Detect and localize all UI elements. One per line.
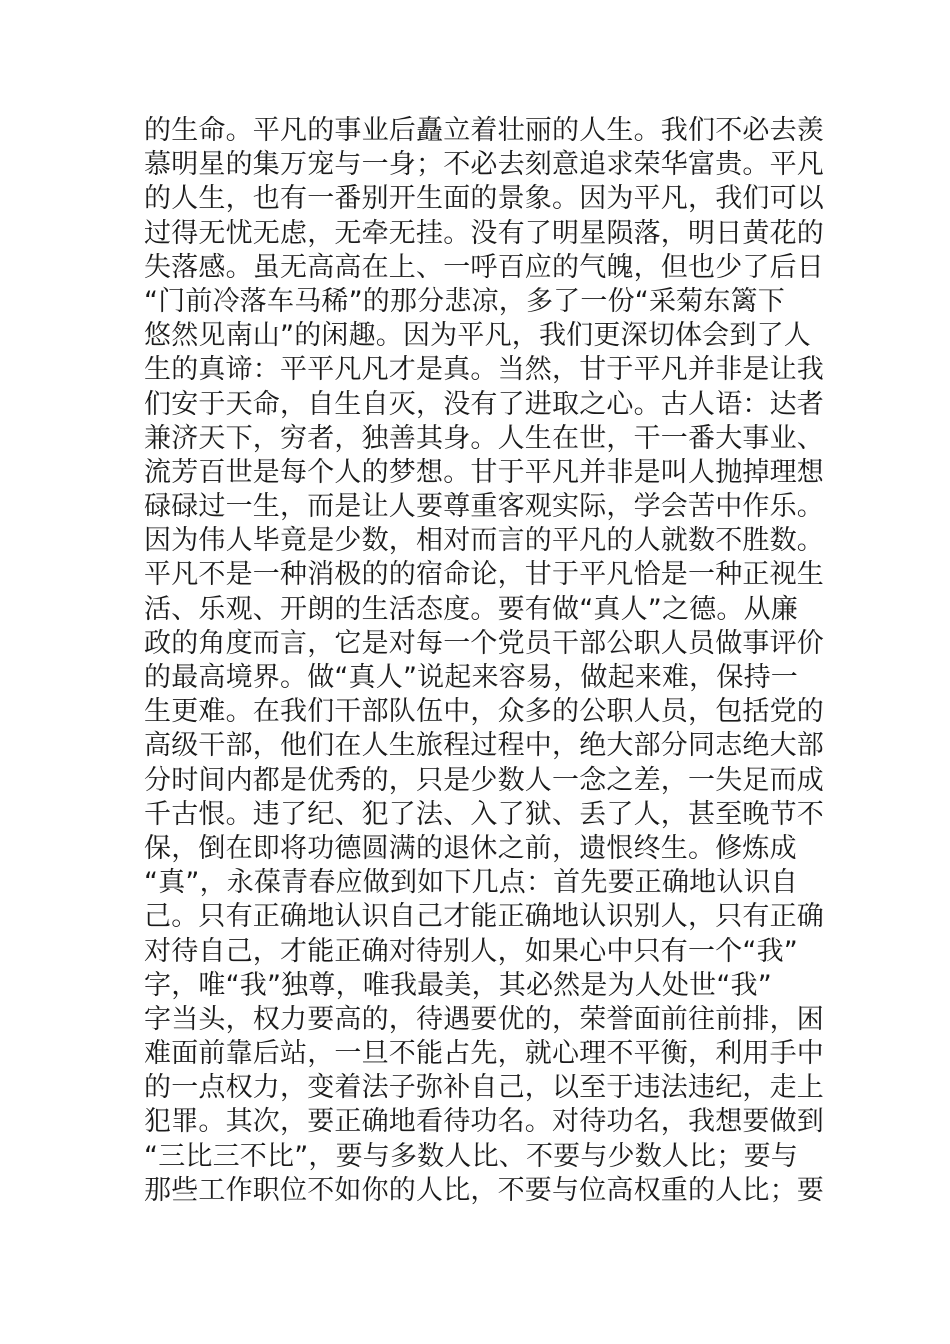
text-line: 碌碌过一生，而是让人要尊重客观实际，学会苦中作乐。 [144,491,824,523]
text-line: 失落感。虽无高高在上、一呼百应的气魄，但也少了后日 [144,251,824,283]
text-line: 那些工作职位不如你的人比，不要与位高权重的人比；要 [144,1174,824,1206]
text-line: 犯罪。其次，要正确地看待功名。对待功名，我想要做到 [144,1106,824,1138]
text-line: 的最高境界。做“真人”说起来容易，做起来难，保持一 [144,662,798,693]
text-line: 因为伟人毕竟是少数，相对而言的平凡的人就数不胜数。 [144,525,824,557]
text-line: “门前冷落车马稀”的那分悲凉，多了一份“采菊东篱下 [144,285,785,317]
text-line: 对待自己，才能正确对待别人，如果心中只有一个“我” [144,935,798,967]
text-line: 的人生，也有一番别开生面的景象。因为平凡，我们可以 [144,183,824,215]
text-line: 政的角度而言，它是对每一个党员干部公职人员做事评价 [144,627,824,659]
text-line: 活、乐观、开朗的生活态度。要有做“真人”之德。从廉 [144,593,798,625]
body-text [144,114,824,1208]
text-line: 己。只有正确地认识自己才能正确地认识别人，只有正确 [144,901,824,933]
text-line: 的一点权力，变着法子弥补自己，以至于违法违纪，走上 [144,1072,824,1104]
text-line: 悠然见南山”的闲趣。因为平凡，我们更深切体会到了人 [144,320,811,352]
text-line: 难面前靠后站，一旦不能占先，就心理不平衡，利用手中 [144,1038,824,1070]
text-line: 兼济天下，穷者，独善其身。人生在世，干一番大事业、 [144,422,824,454]
text-line: 的生命。平凡的事业后矗立着壮丽的人生。我们不必去羡 [144,115,824,146]
text-line: 字，唯“我”独尊，唯我最美，其必然是为人处世“我” [144,969,772,1001]
text-line: 们安于天命，自生自灭，没有了进取之心。古人语：达者 [144,388,824,420]
text-line: 保，倒在即将功德圆满的退休之前，遗恨终生。修炼成 [144,832,797,864]
text-line: 平凡不是一种消极的的宿命论，甘于平凡恰是一种正视生 [144,559,824,591]
text-line: 生更难。在我们干部队伍中，众多的公职人员，包括党的 [144,696,824,728]
text-line: 高级干部，他们在人生旅程过程中，绝大部分同志绝大部 [144,730,824,762]
text-line: 分时间内都是优秀的，只是少数人一念之差，一失足而成 [144,764,824,796]
text-line: 过得无忧无虑，无牵无挂。没有了明星陨落，明日黄花的 [144,217,824,249]
text-line: 流芳百世是每个人的梦想。甘于平凡并非是叫人抛掉理想 [144,456,824,488]
text-line: 千古恨。违了纪、犯了法、入了狱、丢了人，甚至晚节不 [144,798,824,830]
text-line: “三比三不比”，要与多数人比、不要与少数人比；要与 [144,1140,798,1172]
text-line: 慕明星的集万宠与一身；不必去刻意追求荣华富贵。平凡 [144,149,824,181]
text-line: “真”，永葆青春应做到如下几点：首先要正确地认识自 [144,867,798,899]
text-line: 字当头，权力要高的，待遇要优的，荣誉面前往前排，困 [144,1003,824,1035]
text-line: 生的真谛：平平凡凡才是真。当然，甘于平凡并非是让我 [144,354,824,386]
